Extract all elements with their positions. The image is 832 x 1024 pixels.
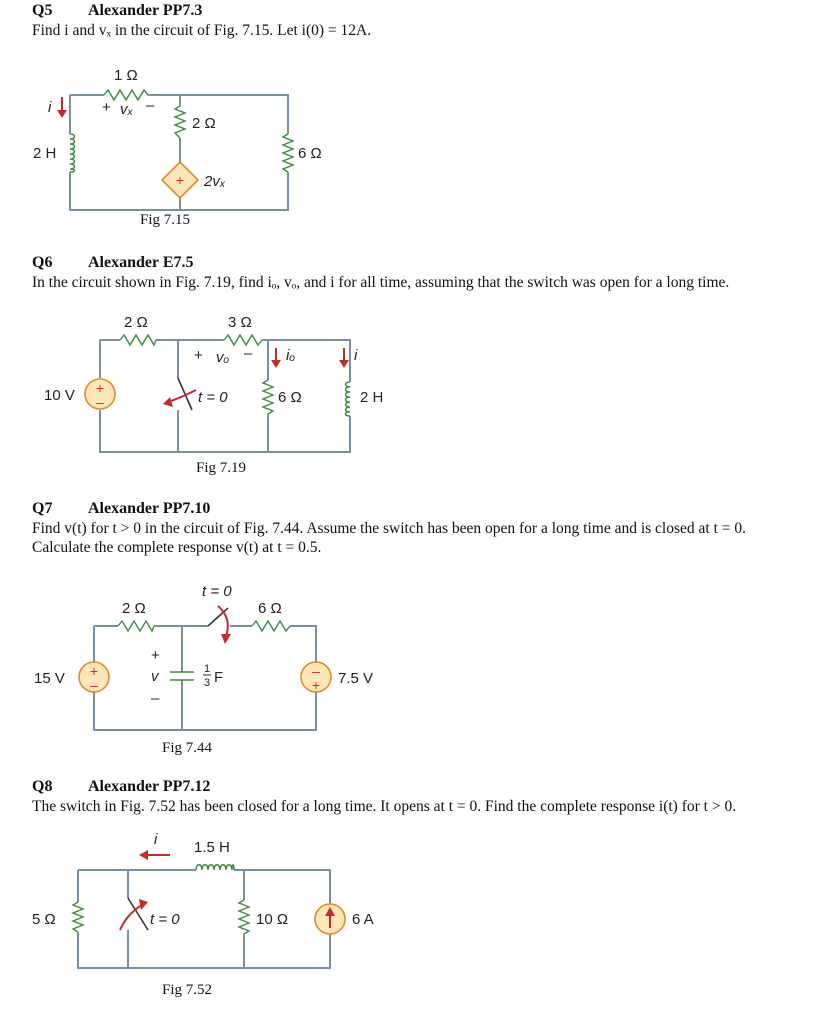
q6-problem: In the circuit shown in Fig. 7.19, find iₒ, vₒ, and i for all time, assuming that the switch was open for a long time. — [32, 274, 730, 291]
fig719-inductor — [346, 382, 351, 416]
fig719-label-2h: 2 H — [360, 389, 384, 406]
fig715-resistor-1ohm — [104, 90, 152, 100]
fig744-label-7v5: 7.5 V — [338, 670, 374, 687]
q7-number: Q7 — [32, 500, 53, 517]
fig719-label-3ohm: 3 Ω — [228, 314, 252, 331]
fig-7-52-circuit — [32, 831, 374, 968]
fig744-v-plus: + — [151, 647, 160, 664]
fig719-label-vo: vₒ — [216, 349, 230, 366]
fig719-vo-minus: – — [244, 345, 253, 362]
fig715-label-2ohm: 2 Ω — [192, 115, 216, 132]
fig744-label-2ohm: 2 Ω — [122, 600, 146, 617]
q7-problem-line2: Calculate the complete response v(t) at t = 0.5. — [32, 539, 322, 556]
fig719-label-2ohm: 2 Ω — [124, 314, 148, 331]
fig715-resistor-6ohm — [283, 134, 293, 172]
fig715-label-1ohm: 1 Ω — [114, 67, 138, 84]
fig744-src75-minus: – — [312, 663, 320, 679]
q5-source: Alexander PP7.3 — [88, 2, 203, 19]
fig715-current-arrowhead — [57, 110, 67, 118]
fig744-label-v: v — [151, 668, 159, 685]
fig744-label-15v: 15 V — [34, 670, 65, 687]
fig719-label-10v: 10 V — [44, 387, 75, 404]
fig715-vx-minus: – — [146, 97, 155, 114]
q6-source: Alexander E7.5 — [88, 254, 194, 271]
q7-source: Alexander PP7.10 — [88, 500, 211, 517]
fig752-switch-arrowhead — [139, 899, 148, 910]
fig744-switch-arrowhead — [221, 634, 231, 644]
fig-7-19-circuit — [44, 314, 383, 452]
fig744-label-6ohm: 6 Ω — [258, 600, 282, 617]
fig719-vo-plus: + — [194, 347, 203, 364]
fig744-src15-plus: + — [89, 663, 99, 679]
fig744-cap-numerator: 1 — [204, 663, 211, 675]
fig719-src-plus: + — [95, 380, 105, 396]
fig719-label-6ohm: 6 Ω — [278, 389, 302, 406]
fig744-cap-denominator: 3 — [204, 677, 211, 689]
fig744-src15-minus: – — [90, 677, 98, 693]
q8-source: Alexander PP7.12 — [88, 778, 211, 795]
fig744-switch-blade — [208, 608, 228, 626]
fig715-vx-plus: + — [102, 99, 111, 116]
fig719-label-t0: t = 0 — [198, 389, 228, 406]
fig752-resistor-5ohm — [73, 902, 83, 932]
fig752-i-arrowhead — [139, 850, 148, 860]
q5-caption: Fig 7.15 — [140, 212, 191, 228]
fig719-resistor-2ohm — [120, 335, 156, 345]
fig744-v-minus: – — [151, 690, 160, 707]
q8-caption: Fig 7.52 — [162, 982, 213, 998]
fig752-label-6a: 6 A — [352, 911, 374, 928]
fig719-resistor-3ohm — [224, 335, 262, 345]
fig715-label-2h: 2 H — [33, 145, 57, 162]
q8-number: Q8 — [32, 778, 53, 795]
fig744-src75-plus: + — [311, 677, 321, 693]
fig719-label-io: iₒ — [286, 347, 296, 364]
fig744-resistor-2ohm — [118, 621, 154, 631]
fig715-dep-plus: + — [175, 172, 185, 188]
fig752-inductor — [196, 865, 234, 870]
fig752-label-i: i — [154, 831, 158, 848]
fig744-label-t0: t = 0 — [202, 583, 232, 600]
q6-number: Q6 — [32, 254, 53, 271]
fig719-src-minus: – — [96, 394, 104, 410]
fig719-io-arrowhead — [271, 360, 281, 368]
fig715-inductor — [70, 134, 75, 172]
fig752-label-t0: t = 0 — [150, 911, 180, 928]
fig752-branch-wires — [128, 870, 244, 968]
fig752-resistor-10ohm — [239, 900, 249, 934]
fig719-label-i: i — [354, 347, 358, 364]
q5-problem: Find i and vₓ in the circuit of Fig. 7.15. Let i(0) = 12A. — [32, 22, 372, 39]
fig744-label-cap-unit: F — [214, 669, 224, 686]
fig715-label-vx: vₓ — [120, 101, 134, 118]
fig744-resistor-6ohm — [252, 621, 290, 631]
fig715-label-i: i — [48, 99, 52, 116]
fig719-i-arrowhead — [339, 360, 349, 368]
fig719-switch-arrowhead — [163, 397, 173, 407]
fig752-label-1h5: 1.5 H — [194, 839, 230, 856]
fig752-wires — [78, 870, 330, 968]
q8-problem: The switch in Fig. 7.52 has been closed for a long time. It opens at t = 0. Find the complete response i(t) for t > 0. — [32, 798, 737, 815]
fig715-label-dep: 2vₓ — [204, 173, 226, 190]
fig719-switch-arrow — [168, 390, 196, 402]
q6-caption: Fig 7.19 — [196, 460, 247, 476]
q7-caption: Fig 7.44 — [162, 740, 213, 756]
fig719-resistor-6ohm — [263, 380, 273, 414]
q7-problem-line1: Find v(t) for t > 0 in the circuit of Fig. 7.44. Assume the switch has been open for a long time and is closed at t = 0. — [32, 520, 746, 537]
fig752-label-10ohm: 10 Ω — [256, 911, 289, 928]
fig715-label-6ohm: 6 Ω — [298, 145, 322, 162]
fig752-label-5ohm: 5 Ω — [32, 911, 56, 928]
q5-number: Q5 — [32, 2, 53, 19]
fig-7-15-circuit — [33, 67, 322, 210]
fig-7-44-circuit — [34, 583, 373, 730]
fig715-resistor-2ohm — [175, 106, 185, 138]
